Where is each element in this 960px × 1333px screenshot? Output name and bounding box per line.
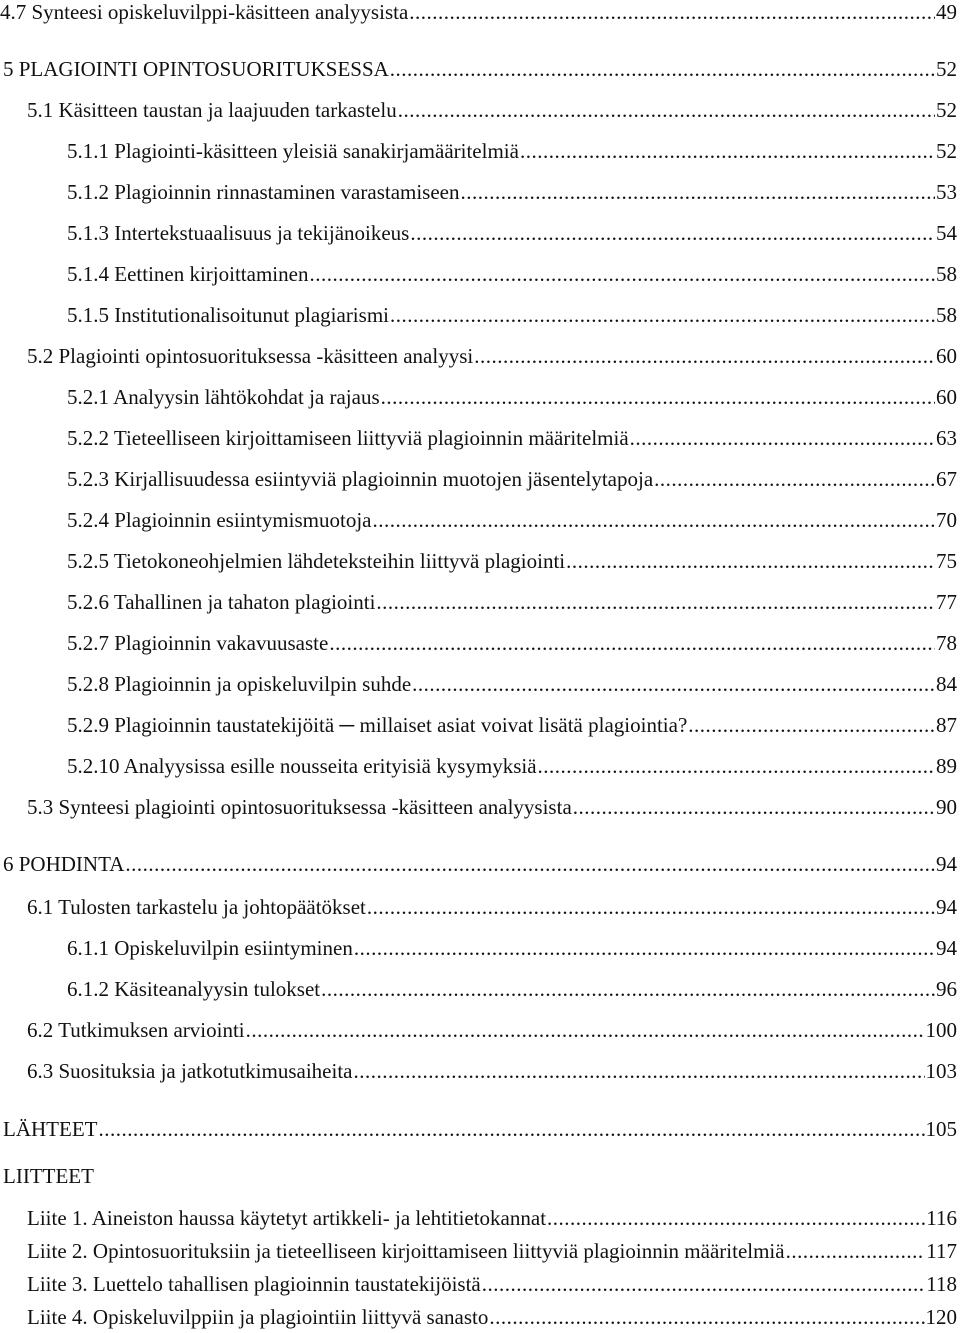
- toc-entry-title: 4.7 Synteesi opiskeluvilppi-käsitteen analyysista: [0, 0, 409, 24]
- dot-leader: [489, 1302, 924, 1332]
- toc-entry-page: 103: [925, 1059, 957, 1083]
- toc-entry-title: 6.1.1 Opiskeluvilpin esiintyminen: [67, 936, 353, 960]
- toc-entry: [3, 849, 957, 879]
- toc-entry-title: 5.1.4 Eettinen kirjoittaminen: [67, 262, 309, 286]
- toc-entry: [27, 792, 957, 822]
- toc-entry: [27, 1236, 957, 1266]
- toc-entry-title: 5.3 Synteesi plagiointi opintosuorituksessa -käsitteen analyysista: [27, 795, 572, 819]
- toc-entry: [67, 751, 957, 781]
- dot-leader: [309, 259, 935, 289]
- toc-entry: [27, 1203, 957, 1233]
- toc-entry-page: 78: [936, 631, 957, 655]
- dot-leader: [409, 0, 935, 27]
- toc-heading-title: LIITTEET: [3, 1164, 94, 1188]
- toc-entry-title: 5.2.4 Plagioinnin esiintymismuotoja: [67, 508, 372, 532]
- toc-entry-page: 117: [926, 1239, 957, 1263]
- toc-entry-title: 5.1 Käsitteen taustan ja laajuuden tarkastelu: [27, 98, 397, 122]
- toc-entry: [27, 1269, 957, 1299]
- dot-leader: [474, 341, 935, 371]
- dot-leader: [367, 892, 935, 922]
- dot-leader: [381, 382, 935, 412]
- toc-entry-title: Liite 4. Opiskeluvilppiin ja plagiointiin liittyvä sanasto: [27, 1305, 489, 1329]
- toc-entry-page: 63: [936, 426, 957, 450]
- toc-entry: [27, 1015, 957, 1045]
- dot-leader: [461, 177, 936, 207]
- toc-entry-page: 116: [926, 1206, 957, 1230]
- toc-entry-title: Liite 2. Opintosuorituksiin ja tieteelliseen kirjoittamiseen liittyviä plagioinnin määritelmiä: [27, 1239, 785, 1263]
- dot-leader: [398, 95, 935, 125]
- toc-entry-title: 5.1.1 Plagiointi-käsitteen yleisiä sanakirjamääritelmiä: [67, 139, 519, 163]
- dot-leader: [246, 1015, 925, 1045]
- toc-entry: [3, 1114, 957, 1144]
- toc-entry: [67, 505, 957, 535]
- toc-entry: [67, 546, 957, 576]
- dot-leader: [410, 218, 935, 248]
- toc-entry: [67, 974, 957, 1004]
- toc-entry-page: 77: [936, 590, 957, 614]
- dot-leader: [538, 751, 935, 781]
- toc-entry-page: 67: [936, 467, 957, 491]
- toc-entry-title: 5.2 Plagiointi opintosuorituksessa -käsitteen analyysi: [27, 344, 474, 368]
- toc-entry-page: 120: [925, 1305, 957, 1329]
- toc-entry-title: 5.2.3 Kirjallisuudessa esiintyviä plagioinnin muotojen jäsentelytapoja: [67, 467, 654, 491]
- dot-leader: [654, 464, 935, 494]
- dot-leader: [630, 423, 935, 453]
- toc-entry: [27, 892, 957, 922]
- toc-entry-page: 52: [936, 98, 957, 122]
- toc-heading: [3, 1161, 957, 1191]
- toc-entry-title: Liite 1. Aineiston haussa käytetyt artikkeli- ja lehtitietokannat: [27, 1206, 547, 1230]
- toc-entry: [67, 177, 957, 207]
- dot-leader: [125, 849, 935, 879]
- toc-entry: [67, 710, 957, 740]
- dot-leader: [688, 710, 935, 740]
- toc-entry-title: 5.2.5 Tietokoneohjelmien lähdeteksteihin liittyvä plagiointi: [67, 549, 566, 573]
- toc-entry-title: 5.1.3 Intertekstuaalisuus ja tekijänoikeus: [67, 221, 410, 245]
- toc-entry-title: 5 PLAGIOINTI OPINTOSUORITUKSESSA: [3, 57, 389, 81]
- toc-entry: [0, 0, 957, 27]
- dot-leader: [786, 1236, 926, 1266]
- toc-entry-page: 60: [936, 385, 957, 409]
- toc-entry: [67, 218, 957, 248]
- toc-entry-page: 94: [936, 936, 957, 960]
- toc-entry-title: 5.2.8 Plagioinnin ja opiskeluvilpin suhde: [67, 672, 412, 696]
- toc-entry-title: 5.2.2 Tieteelliseen kirjoittamiseen liittyviä plagioinnin määritelmiä: [67, 426, 629, 450]
- toc-entry-title: 5.1.2 Plagioinnin rinnastaminen varastamiseen: [67, 180, 460, 204]
- toc-entry-page: 52: [936, 139, 957, 163]
- toc-entry-page: 94: [936, 895, 957, 919]
- toc-entry-page: 84: [936, 672, 957, 696]
- toc-entry: [67, 669, 957, 699]
- toc-entry-page: 90: [936, 795, 957, 819]
- toc-entry-page: 94: [936, 852, 957, 876]
- toc-entry: [67, 300, 957, 330]
- toc-entry: [67, 423, 957, 453]
- toc-entry-page: 49: [936, 0, 957, 24]
- toc-entry: [27, 1056, 957, 1086]
- dot-leader: [390, 300, 935, 330]
- toc-entry-page: 58: [936, 303, 957, 327]
- toc-entry-page: 60: [936, 344, 957, 368]
- toc-entry-title: 6.2 Tutkimuksen arviointi: [27, 1018, 245, 1042]
- toc-entry: [67, 382, 957, 412]
- toc-entry: [67, 933, 957, 963]
- dot-leader: [354, 933, 935, 963]
- toc-entry-page: 100: [925, 1018, 957, 1042]
- toc-entry-title: 6.1.2 Käsiteanalyysin tulokset: [67, 977, 321, 1001]
- toc-entry-title: 5.2.6 Tahallinen ja tahaton plagiointi: [67, 590, 376, 614]
- dot-leader: [412, 669, 935, 699]
- toc-entry-page: 54: [936, 221, 957, 245]
- dot-leader: [321, 974, 935, 1004]
- toc-entry-title: 5.2.9 Plagioinnin taustatekijöitä ─ millaiset asiat voivat lisätä plagiointia?: [67, 713, 688, 737]
- dot-leader: [373, 505, 936, 535]
- toc-entry: [67, 136, 957, 166]
- dot-leader: [573, 792, 935, 822]
- dot-leader: [520, 136, 935, 166]
- dot-leader: [547, 1203, 925, 1233]
- toc-entry: [67, 628, 957, 658]
- dot-leader: [329, 628, 935, 658]
- toc-entry-page: 75: [936, 549, 957, 573]
- dot-leader: [376, 587, 935, 617]
- dot-leader: [566, 546, 935, 576]
- toc-entry-page: 52: [936, 57, 957, 81]
- dot-leader: [98, 1114, 924, 1144]
- toc-entry-page: 96: [936, 977, 957, 1001]
- toc-entry: [67, 259, 957, 289]
- toc-entry-title: 6.1 Tulosten tarkastelu ja johtopäätökset: [27, 895, 366, 919]
- dot-leader: [390, 54, 935, 84]
- toc-entry: [67, 587, 957, 617]
- toc-entry-page: 53: [936, 180, 957, 204]
- toc-entry-page: 118: [926, 1272, 957, 1296]
- toc-entry-title: 5.2.7 Plagioinnin vakavuusaste: [67, 631, 329, 655]
- toc-entry: [3, 54, 957, 84]
- toc-entry-title: Liite 3. Luettelo tahallisen plagioinnin taustatekijöistä: [27, 1272, 481, 1296]
- toc-entry-title: 5.1.5 Institutionalisoitunut plagiarismi: [67, 303, 389, 327]
- toc-entry: [27, 95, 957, 125]
- dot-leader: [353, 1056, 924, 1086]
- toc-entry-title: 5.2.10 Analyysissa esille nousseita erityisiä kysymyksiä: [67, 754, 537, 778]
- toc-entry-page: 58: [936, 262, 957, 286]
- toc-entry-page: 87: [936, 713, 957, 737]
- toc-entry-page: 70: [936, 508, 957, 532]
- toc-entry-page: 105: [925, 1117, 957, 1141]
- toc-entry-title: 5.2.1 Analyysin lähtökohdat ja rajaus: [67, 385, 380, 409]
- dot-leader: [482, 1269, 926, 1299]
- toc-entry-title: 6.3 Suosituksia ja jatkotutkimusaiheita: [27, 1059, 353, 1083]
- toc-entry: [27, 341, 957, 371]
- toc-entry-title: LÄHTEET: [3, 1117, 98, 1141]
- toc-entry: [27, 1302, 957, 1332]
- toc-entry-title: 6 POHDINTA: [3, 852, 125, 876]
- toc-entry: [67, 464, 957, 494]
- toc-entry-page: 89: [936, 754, 957, 778]
